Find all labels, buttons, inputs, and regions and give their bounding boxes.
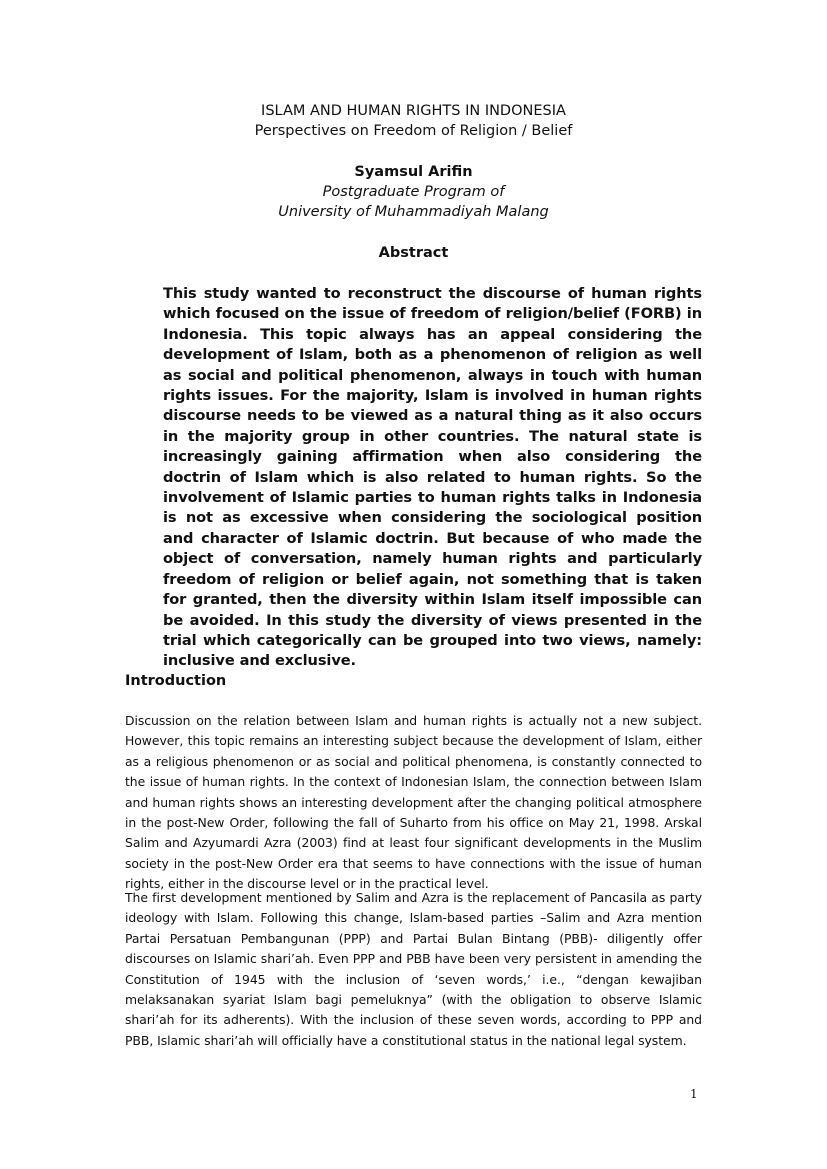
paper-title: ISLAM AND HUMAN RIGHTS IN INDONESIA xyxy=(261,103,566,119)
author-affiliation-line2: University of Muhammadiyah Malang xyxy=(278,204,549,220)
introduction-paragraph-1: Discussion on the relation between Islam and human rights is actually not a new subject. However, this topic remains an interesting subject because the development of Islam, either as a religious phenomenon or as social and political phenomena, is constantly connected to the issue of human rights. In the context of Indonesian Islam, the connection between Islam and human rights shows an interesting development after the changing political atmosphere in the post-New Order, following the fall of Suharto from his office on May 21, 1998. Arskal Salim and Azyumardi Azra (2003) find at least four significant developments in the Muslim society in the post-New Order era that seems to have connections with the issue of human rights, either in the discourse level or in the practical level. xyxy=(125,713,702,892)
author-name: Syamsul Arifin xyxy=(354,164,473,180)
introduction-paragraph-2: The first development mentioned by Salim and Azra is the replacement of Pancasila as party ideology with Islam. Following this change, Islam-based parties –Salim and Azra mention Partai Persatuan Pembangunan (PPP) and Partai Bulan Bintang (PBB)- diligently offer discourses on Islamic shari’ah. Even PPP and PBB have been very persistent in amending the Constitution of 1945 with the inclusion of ‘seven words,’ i.e., “dengan kewajiban melaksanakan syariat Islam bagi pemeluknya” (with the obligation to observe Islamic shari’ah for its adherents). With the inclusion of these seven words, according to PPP and PBB, Islamic shari’ah will officially have a constitutional status in the national legal system. xyxy=(125,890,702,1048)
page-number: 1 xyxy=(690,1087,698,1101)
abstract-heading: Abstract xyxy=(378,245,449,261)
paper-subtitle: Perspectives on Freedom of Religion / Belief xyxy=(254,123,573,139)
author-affiliation-line1: Postgraduate Program of xyxy=(322,184,505,200)
abstract-text: This study wanted to reconstruct the discourse of human rights which focused on the issue of freedom of religion/belief (FORB) in Indonesia. This topic always has an appeal considering the development of Islam, both as a phenomenon of religion as well as social and political phenomenon, always in touch with human rights issues. For the majority, Islam is involved in human rights discourse needs to be viewed as a natural thing as it also occurs in the majority group in other countries. The natural state is increasingly gaining affirmation when also considering the doctrin of Islam which is also related to human rights. So the involvement of Islamic parties to human rights talks in Indonesia is not as excessive when considering the sociological position and character of Islamic doctrin. But because of who made the object of conversation, namely human rights and particularly freedom of religion or belief again, not something that is taken for granted, then the diversity within Islam itself impossible can be avoided. In this study the diversity of views presented in the trial which categorically can be grouped into two views, namely: inclusive and exclusive. xyxy=(163,285,702,670)
introduction-heading: Introduction xyxy=(125,673,227,689)
